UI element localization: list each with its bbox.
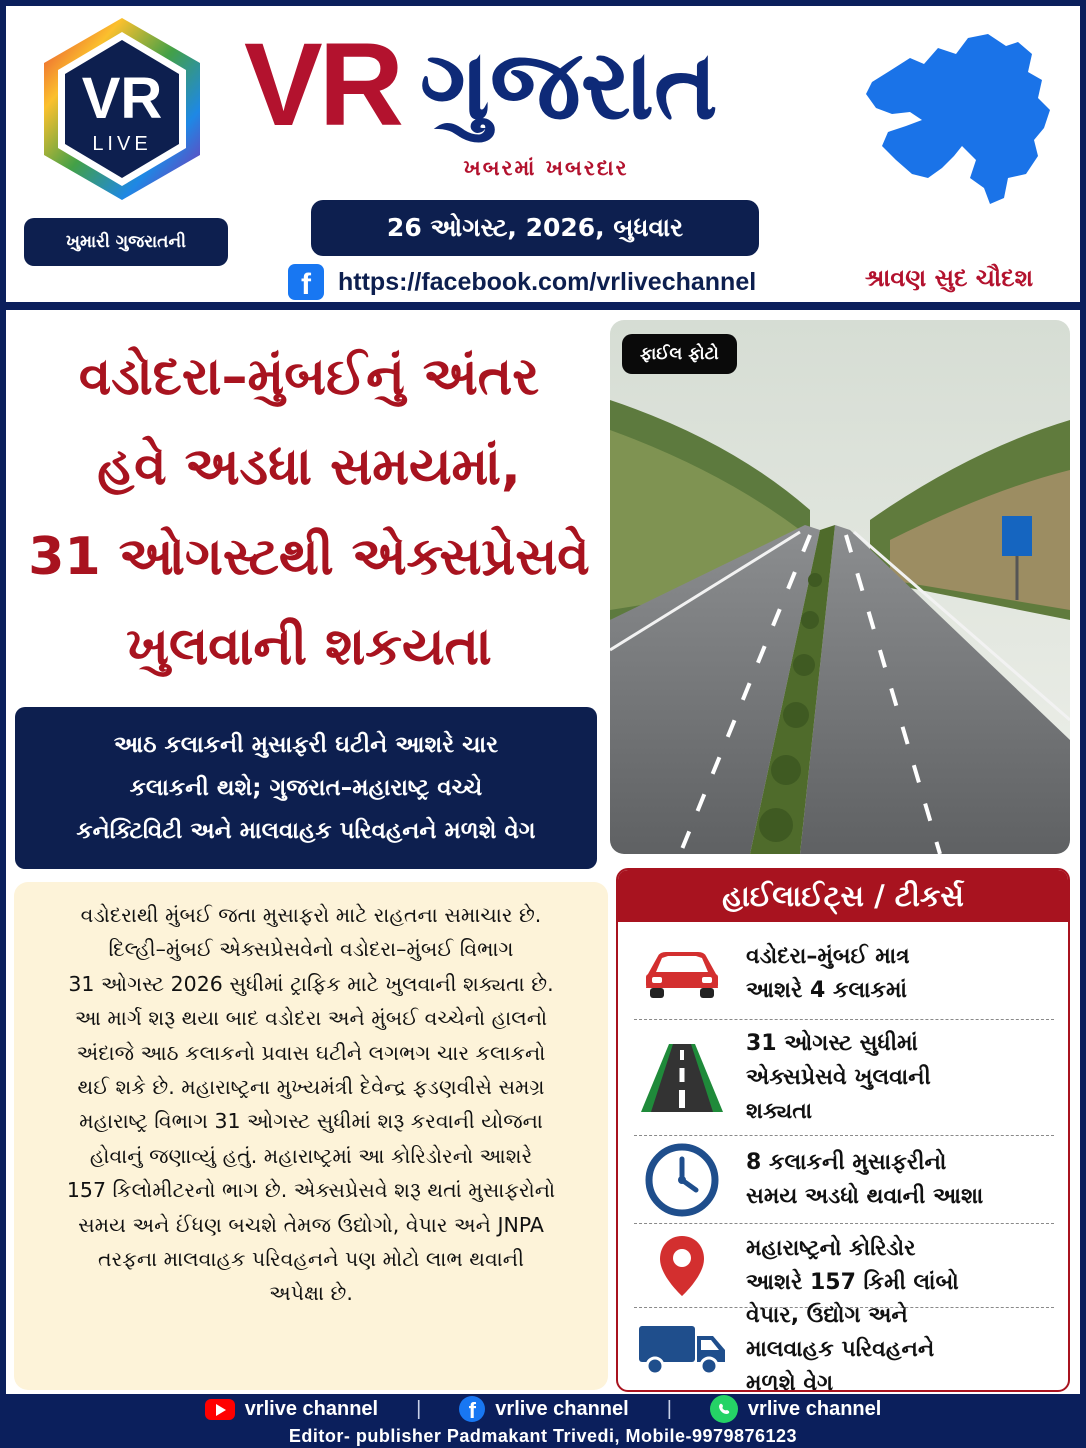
vr-live-logo [40, 16, 204, 202]
whatsapp-label[interactable]: vrlive channel [747, 1397, 882, 1420]
whatsapp-icon [710, 1395, 738, 1423]
road-icon [634, 1042, 730, 1114]
logo-live-text: LIVE [92, 133, 152, 155]
article-line: દિલ્હી–મુંબઈ એક્સપ્રેસવેનો વડોદરા–મુંબઈ વિભાગ [108, 937, 514, 962]
article-line: 157 કિલોમીટરનો ભાગ છે. એક્સપ્રેસવે શરૂ થતાં મુસાફરોનો [66, 1178, 556, 1203]
date-pill: 26 ઓગસ્ટ, 2026, બુધવાર [311, 200, 759, 256]
highlight-item [634, 928, 1054, 1020]
highlight-text: માલવાહક પરિવહનને [746, 1337, 935, 1362]
masthead [6, 6, 1080, 302]
clock-icon [634, 1142, 730, 1218]
highlight-text: સમય અડધો થવાની આશા [746, 1183, 984, 1209]
car-icon [634, 948, 730, 1000]
article-line: અપેક્ષા છે. [269, 1281, 353, 1306]
subhead-line: કનેક્ટિવિટી અને માલવાહક પરિવહનને મળશે વેગ [76, 817, 536, 844]
article-line: તરફના માલવાહક પરિવહનને પણ મોટો લાભ થવાની [98, 1247, 524, 1272]
highlight-text: 31 ઓગસ્ટ સુધીમાં [746, 1030, 918, 1056]
highlights-box [616, 868, 1070, 1392]
youtube-link[interactable] [167, 1398, 416, 1421]
highlight-item [634, 1224, 1054, 1308]
whatsapp-link[interactable] [672, 1395, 919, 1423]
brand-gujarat: ગુજરાત [419, 29, 718, 141]
sub-tagline: ખબરમાં ખબરદાર [463, 156, 629, 180]
highlight-item [634, 1020, 1054, 1136]
facebook-icon: f [459, 1396, 485, 1422]
news-panel [6, 310, 1080, 1394]
headline-line: વડોદરા–મુંબઈનું અંતર [78, 347, 540, 407]
highlight-text: આશરે 4 કલાકમાં [746, 977, 907, 1003]
article-line: આ માર્ગ શરૂ થયા બાદ વડોદરા અને મુંબઈ વચ્ચેનો હાલનો [74, 1006, 548, 1031]
facebook-link[interactable] [288, 262, 756, 302]
highlight-text: આશરે 157 કિમી લાંબો [746, 1269, 959, 1295]
article-body [14, 882, 608, 1390]
subhead-line: આઠ કલાકની મુસાફરી ઘટીને આશરે ચાર [113, 731, 499, 758]
youtube-icon [205, 1399, 235, 1420]
headline-line: હવે અડધા સમયમાં, [97, 437, 521, 497]
headline-line: 31 ઓગસ્ટથી એક્સપ્રેસવે [28, 527, 590, 587]
location-pin-icon [634, 1234, 730, 1298]
headline [16, 332, 602, 692]
editor-credit: Editor- publisher Padmakant Trivedi, Mobile-9979876123 [288, 1426, 798, 1446]
truck-icon [634, 1322, 730, 1378]
highlight-text: વેપાર, ઉદ્યોગ અને [746, 1303, 908, 1328]
facebook-footer-link[interactable] [421, 1396, 666, 1422]
gujarat-map-icon [858, 28, 1068, 208]
article-line: વડોદરાથી મુંબઈ જતા મુસાફરો માટે રાહતના સમાચાર છે. [80, 903, 542, 927]
highlight-text: એક્સપ્રેસવે ખુલવાની [746, 1064, 931, 1090]
facebook-label[interactable]: vrlive channel [495, 1397, 629, 1420]
highlight-text: મળશે વેગ [746, 1371, 834, 1392]
separator: | [666, 1397, 672, 1420]
separator: | [416, 1397, 422, 1420]
highlight-text: શક્યતા [746, 1098, 813, 1124]
highlight-item [634, 1303, 1054, 1392]
article-line: સમય અને ઈંધણ બચશે તેમજ ઉદ્યોગો, વેપાર અને JNPA [78, 1212, 544, 1237]
highlight-text: 8 કલાકની મુસાફરીનો [746, 1149, 947, 1175]
social-bar [0, 1394, 1086, 1424]
subhead-line: કલાકની થશે; ગુજરાત–મહારાષ્ટ્ર વચ્ચે [129, 774, 483, 801]
facebook-icon: f [288, 264, 324, 300]
highlight-text: મહારાષ્ટ્રનો કોરિડોર [746, 1235, 916, 1261]
article-line: અંદાજે આઠ કલાકનો પ્રવાસ ઘટીને લગભગ ચાર કલાકનો [76, 1040, 546, 1065]
facebook-url[interactable]: https://facebook.com/vrlivechannel [338, 267, 757, 296]
article-line: હોવાનું જણાવ્યું હતું. મહારાષ્ટ્રમાં આ કોરિડોરનો આશરે [89, 1143, 533, 1168]
expressway-photo [610, 320, 1070, 854]
highlight-item [634, 1136, 1054, 1224]
brand-vr: VR [244, 19, 400, 151]
article-line: થઈ શકે છે. મહારાષ્ટ્રના મુખ્યમંત્રી દેવેન્દ્ર ફડણવીસે સમગ્ર [77, 1075, 545, 1100]
tithi: શ્રાવણ સુદ ચૌદશ [864, 264, 1034, 292]
youtube-label[interactable]: vrlive channel [244, 1397, 379, 1420]
expressway-illustration [610, 320, 1070, 854]
file-photo-tag: ફાઈલ ફોટો [622, 334, 737, 374]
article-line: મહારાષ્ટ્ર વિભાગ 31 ઓગસ્ટ સુધીમાં શરૂ કરવાની યોજના [79, 1109, 543, 1134]
headline-line: ખુલવાની શકયતા [126, 617, 492, 677]
tagline-pill: ખુમારી ગુજરાતની [24, 218, 228, 266]
subheadline-box [15, 707, 597, 869]
highlight-text: વડોદરા–મુંબઈ માત્ર [746, 943, 910, 969]
logo-vr-text: VR [81, 66, 163, 131]
article-line: 31 ઓગસ્ટ 2026 સુધીમાં ટ્રાફિક માટે ખુલવાની શક્યતા છે. [68, 971, 554, 996]
brand-title [244, 20, 718, 150]
highlights-title: હાઈલાઈટ્સ / ટીકર્સ [618, 870, 1068, 922]
